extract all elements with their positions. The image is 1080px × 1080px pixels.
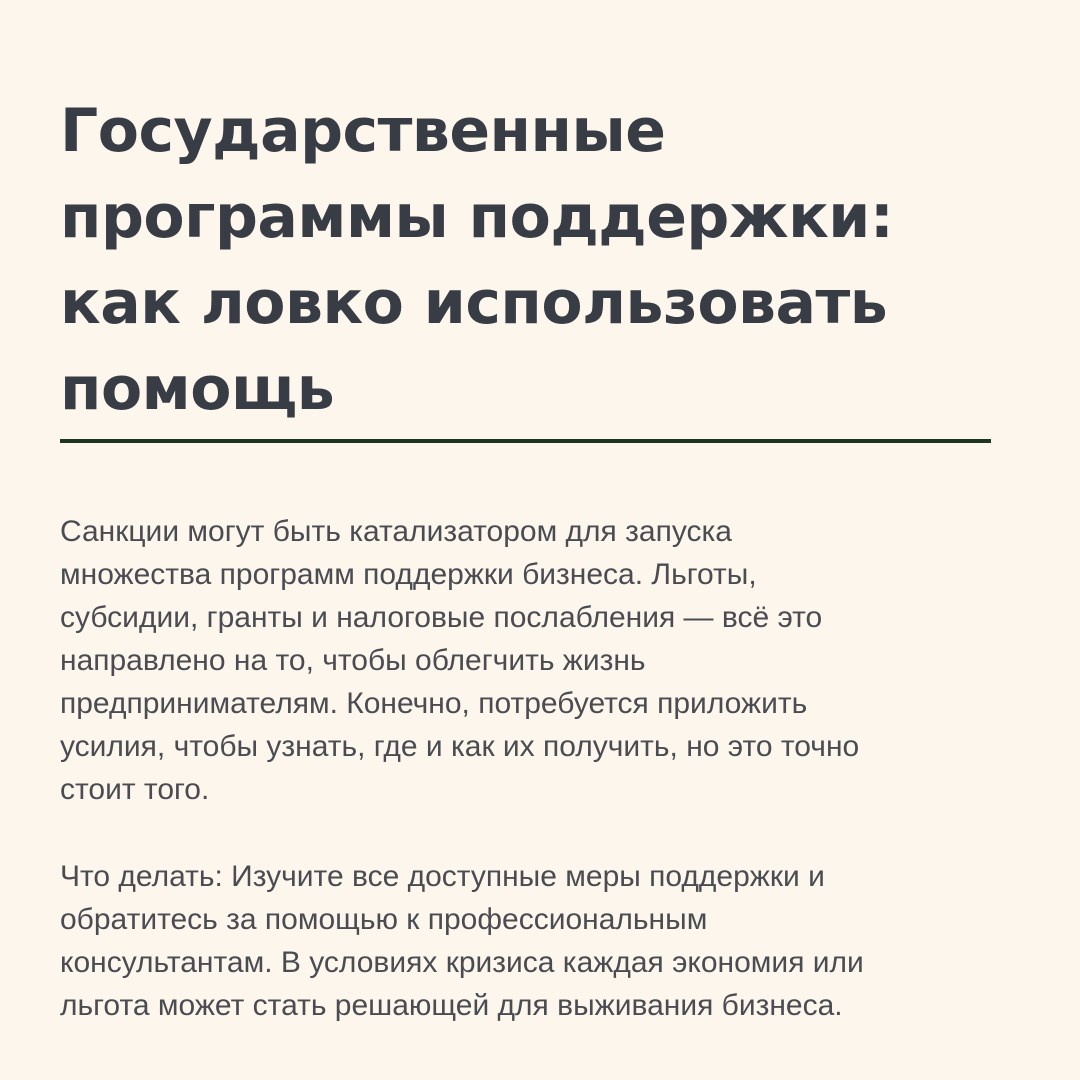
- paragraph-2-line: Что делать: Изучите все доступные меры поддержки и: [60, 860, 825, 893]
- paragraph-2-line: льгота может стать решающей для выживания бизнеса.: [60, 989, 843, 1022]
- paragraph-1-line: Санкции могут быть катализатором для запуска: [60, 515, 732, 548]
- paragraph-1-line: предпринимателям. Конечно, потребуется приложить: [60, 687, 808, 720]
- page-title: [60, 88, 1020, 432]
- paragraph-1-line: множества программ поддержки бизнеса. Льготы,: [60, 558, 757, 591]
- title-line-4: помощь: [60, 354, 335, 424]
- body-paragraph-1: [60, 510, 1040, 811]
- paragraph-1-line: субсидии, гранты и налоговые послабления — всё это: [60, 601, 823, 634]
- title-divider: [60, 439, 991, 443]
- title-line-1: Государственные: [60, 96, 666, 166]
- title-line-2: программы поддержки:: [60, 182, 894, 252]
- paragraph-2-line: консультантам. В условиях кризиса каждая экономия или: [60, 946, 864, 979]
- paragraph-1-line: усилия, чтобы узнать, где и как их получить, но это точно: [60, 730, 860, 763]
- body-paragraph-2: [60, 855, 1040, 1027]
- paragraph-2-line: обратитесь за помощью к профессиональным: [60, 903, 708, 936]
- paragraph-1-line: направлено на то, чтобы облегчить жизнь: [60, 644, 646, 677]
- title-line-3: как ловко использовать: [60, 268, 888, 338]
- paragraph-1-line: стоит того.: [60, 773, 210, 806]
